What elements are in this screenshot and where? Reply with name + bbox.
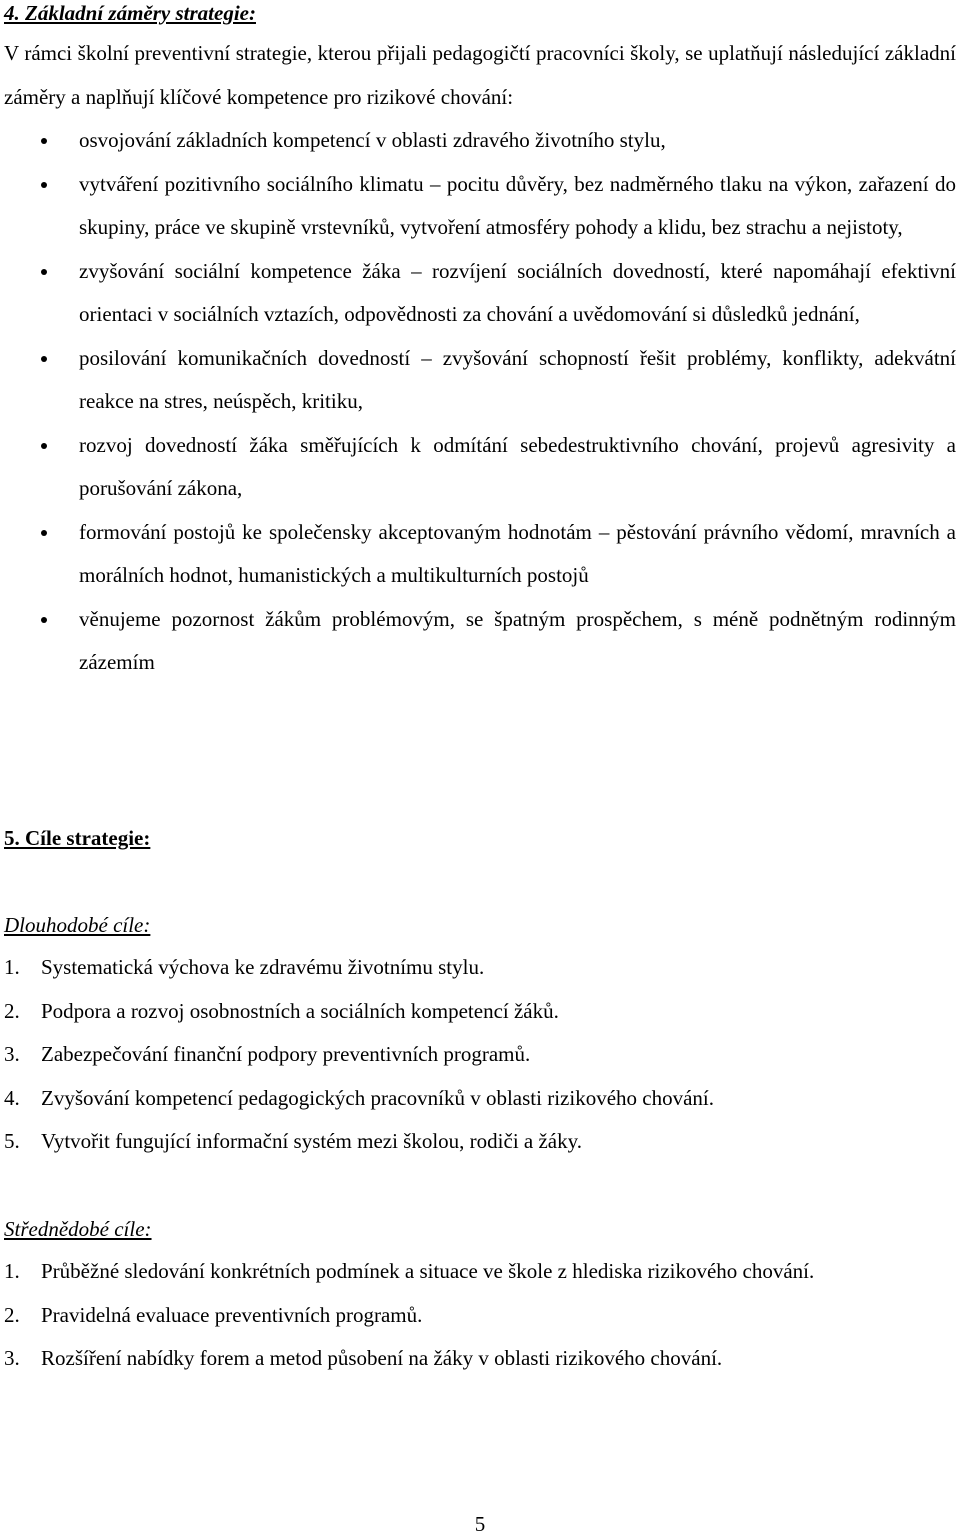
list-item <box>0 598 960 685</box>
bullet-text: osvojování základních kompetencí v oblasti zdravého životního stylu, <box>79 128 666 152</box>
list-item <box>0 1077 960 1121</box>
list-item <box>0 424 960 511</box>
bullet-text: zvyšování sociální kompetence žáka – rozvíjení sociálních dovedností, které napomáhají efektivní orientaci v sociálních vztazích, odpovědnosti za chování a uvědomování si důsledků jednání, <box>79 258 956 326</box>
item-number: 5. <box>4 1129 20 1153</box>
bullet-text: věnujeme pozornost žákům problémovým, se špatným prospěchem, s méně podnětným rodinným zázemím <box>79 606 956 674</box>
bullet-icon <box>41 356 47 362</box>
strategy-bullet-list <box>0 119 960 685</box>
item-text: Vytvořit fungující informační systém mezi školou, rodiči a žáky. <box>41 1129 583 1153</box>
list-item <box>0 511 960 598</box>
item-number: 2. <box>4 998 20 1023</box>
mid-term-goals-heading: Střednědobé cíle: <box>4 1217 152 1241</box>
item-text: Pravidelná evaluace preventivních programů. <box>41 1302 423 1327</box>
item-number: 3. <box>4 1346 20 1370</box>
item-number: 3. <box>4 1042 20 1066</box>
item-text: Podpora a rozvoj osobnostních a sociálních kompetencí žáků. <box>41 998 559 1023</box>
bullet-text: vytváření pozitivního sociálního klimatu – pocitu důvěry, bez nadměrného tlaku na výkon, zařazení do skupiny, práce ve skupině vrstevníků, vytvoření atmosféry pohody a klidu, bez strachu a nejistoty, <box>79 171 956 239</box>
item-number: 1. <box>4 1259 20 1283</box>
list-item <box>0 1337 960 1381</box>
bullet-text: posilování komunikačních dovedností – zvyšování schopností řešit problémy, konflikty, adekvátní reakce na stres, neúspěch, kritiku, <box>79 345 956 413</box>
item-text: Rozšíření nabídky forem a metod působení na žáky v oblasti rizikového chování. <box>41 1346 723 1370</box>
bullet-icon <box>41 530 47 536</box>
section-5-heading: 5. Cíle strategie: <box>4 826 151 850</box>
long-term-goals-heading: Dlouhodobé cíle: <box>4 913 151 937</box>
list-item <box>0 946 960 990</box>
long-term-goals-list <box>0 946 960 1164</box>
list-item <box>0 990 960 1034</box>
list-item <box>0 250 960 337</box>
item-text: Systematická výchova ke zdravému životnímu stylu. <box>41 955 485 979</box>
bullet-text: formování postojů ke společensky akceptovaným hodnotám – pěstování právního vědomí, mravních a morálních hodnot, humanistických a multikulturních postojů <box>79 519 956 587</box>
mid-term-goals-list <box>0 1250 960 1381</box>
list-item <box>0 1250 960 1294</box>
list-item <box>0 1033 960 1077</box>
list-item <box>0 119 960 163</box>
bullet-icon <box>41 269 47 275</box>
page-number: 5 <box>474 1512 486 1536</box>
item-number: 4. <box>4 1085 20 1110</box>
list-item <box>0 163 960 250</box>
item-text: Průběžné sledování konkrétních podmínek a situace ve škole z hlediska rizikového chování. <box>41 1259 815 1283</box>
section-4-heading: 4. Základní záměry strategie: <box>4 1 256 25</box>
bullet-icon <box>41 617 47 623</box>
section-4-intro: V rámci školní preventivní strategie, kterou přijali pedagogičtí pracovníci školy, se uplatňují následující základní záměry a naplňují klíčové kompetence pro rizikové chování: <box>4 41 956 109</box>
list-item <box>0 1294 960 1338</box>
item-text: Zvyšování kompetencí pedagogických pracovníků v oblasti rizikového chování. <box>41 1085 714 1110</box>
list-item <box>0 337 960 424</box>
bullet-text: rozvoj dovedností žáka směřujících k odmítání sebedestruktivního chování, projevů agresivity a porušování zákona, <box>79 432 956 500</box>
list-item <box>0 1120 960 1164</box>
bullet-icon <box>41 138 47 144</box>
item-text: Zabezpečování finanční podpory preventivních programů. <box>41 1042 531 1066</box>
item-number: 1. <box>4 955 20 979</box>
bullet-icon <box>41 182 47 188</box>
bullet-icon <box>41 443 47 449</box>
item-number: 2. <box>4 1302 20 1327</box>
